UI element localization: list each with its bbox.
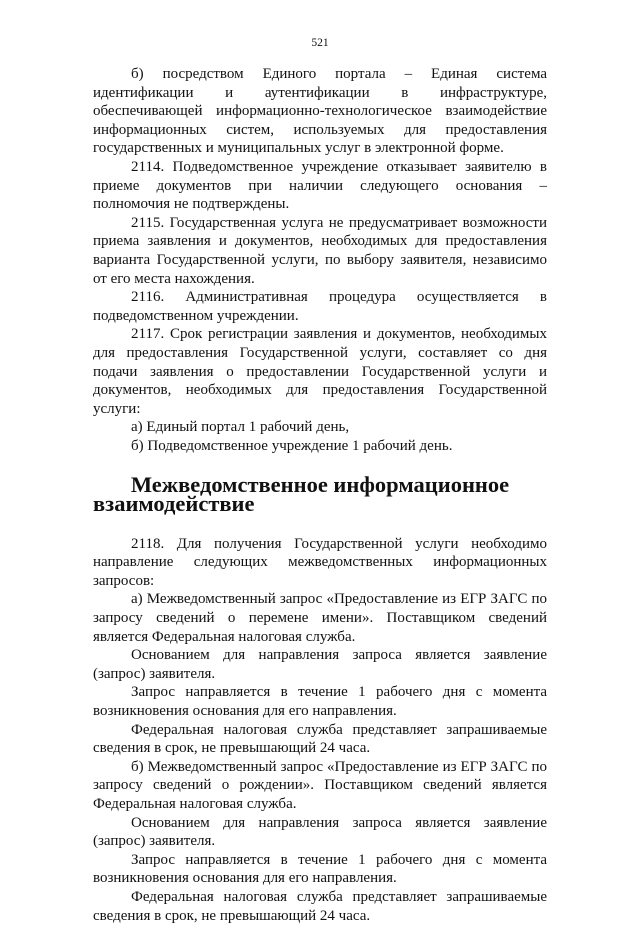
request-b-basis: Основанием для направления запроса является заявление (запрос) заявителя. [93, 814, 547, 850]
page-number: 521 [311, 37, 329, 49]
paragraph-2116: 2116. Административная процедура осуществляется в подведомственном учреждении. [93, 289, 547, 324]
request-a-timing: Запрос направляется в течение 1 рабочего дня с момента возникновения основания для его направления. [93, 684, 547, 719]
section-heading: Межведомственное информационное взаимодействие [93, 472, 510, 517]
request-b-timing: Запрос направляется в течение 1 рабочего дня с момента возникновения основания для его направления. [93, 851, 547, 887]
paragraph-2117: 2117. Срок регистрации заявления и документов, необходимых для предоставления Государственной услуги, составляет со дня подачи заявления о предоставлении Государственной услуги и документов, необходимых для предоставления Государственной услуги: [93, 326, 547, 417]
paragraph-portal-esia: б) посредством Единого портала – Единая система идентификации и аутентификации в инфраструктуре, обеспечивающей информационно-технологическое взаимодействие информационных систем, используемых для предоставления государственных и муниципальных услуг в электронной форме. [93, 66, 547, 157]
request-a-basis: Основанием для направления запроса является заявление (запрос) заявителя. [93, 647, 547, 682]
list-item-single-portal: а) Единый портал 1 рабочий день, [131, 419, 350, 436]
request-a-response-term: Федеральная налоговая служба представляет запрашиваемые сведения в срок, не превышающий 24 часа. [93, 721, 547, 757]
paragraph-2115: 2115. Государственная услуга не предусматривает возможности приема заявления и документов, необходимых для предоставления варианта Государственной услуги, по выбору заявителя, независимо от его места нахождения. [93, 214, 547, 287]
request-b-response-term: Федеральная налоговая служба представляет запрашиваемые сведения в срок, не превышающий 24 часа. [93, 888, 547, 924]
list-item-subordinate-institution: б) Подведомственное учреждение 1 рабочий день. [131, 437, 453, 454]
paragraph-2118: 2118. Для получения Государственной услуги необходимо направление следующих межведомственных информационных запросов: [93, 535, 547, 589]
document-body [93, 65, 547, 925]
request-a-name-change: а) Межведомственный запрос «Предоставление из ЕГР ЗАГС по запросу сведений о перемене имени». Поставщиком сведений является Федеральная налоговая служба. [93, 591, 547, 645]
paragraph-2114: 2114. Подведомственное учреждение отказывает заявителю в приеме документов при наличии следующего основания – полномочия не подтверждены. [93, 158, 547, 213]
request-b-birth: б) Межведомственный запрос «Предоставление из ЕГР ЗАГС по запросу сведений о рождении». Поставщиком сведений является Федеральная налоговая служба. [93, 758, 547, 812]
